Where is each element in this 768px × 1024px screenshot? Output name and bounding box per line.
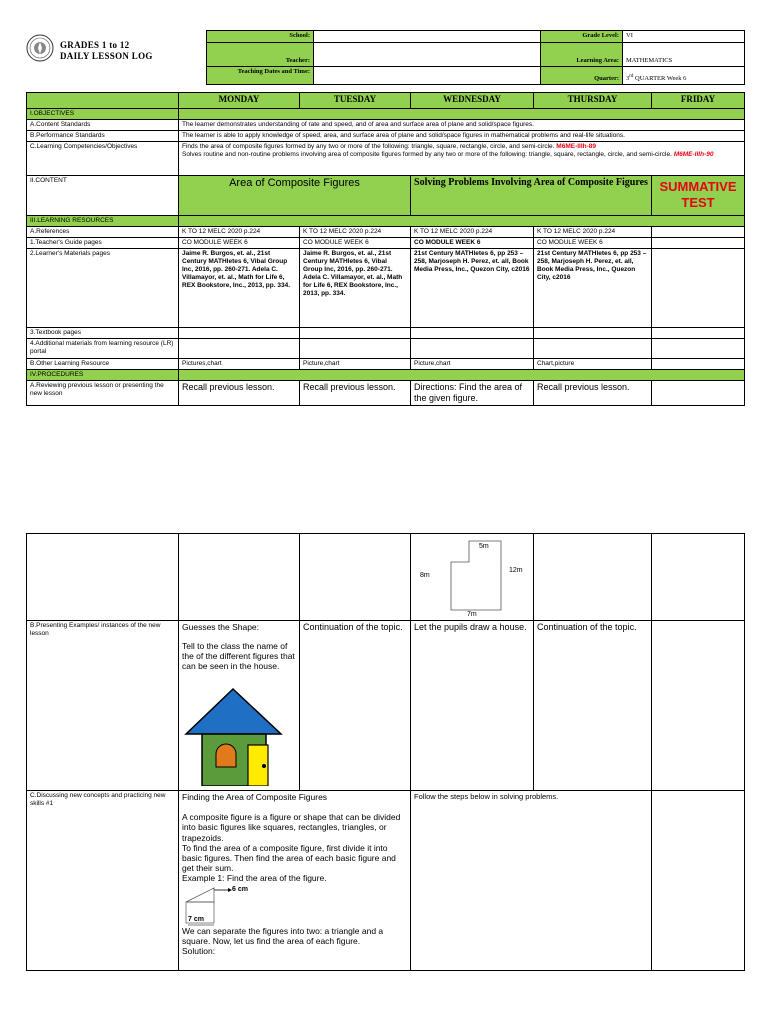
discussing-mon-tue [179,791,411,971]
learning-area-label: Learning Area: [541,43,623,67]
disc-title: Finding the Area of Composite Figures [182,792,328,802]
textbook-label: 3.Textbook pages [27,328,179,339]
references-fri [652,227,745,238]
grade-level-label: Grade Level: [541,31,623,43]
guide-thu: CO MODULE WEEK 6 [534,238,652,249]
review-mon: Recall previous lesson. [179,381,300,406]
content-label: II.CONTENT [27,176,179,216]
other-mon: Pictures,chart [179,359,300,370]
other-tue: Picture,chart [300,359,411,370]
school-label: School: [207,31,314,43]
presenting-tue: Continuation of the topic. [300,621,411,791]
performance-standards-label: B.Performance Standards [27,131,179,142]
guide-tue: CO MODULE WEEK 6 [300,238,411,249]
teaching-dates-field[interactable] [314,67,541,85]
day-tuesday: TUESDAY [300,93,411,109]
review-tue: Recall previous lesson. [300,381,411,406]
log-title-line1: GRADES 1 to 12 [60,40,130,50]
house-picture [184,681,284,786]
teacher-field[interactable] [314,43,541,67]
guide-wed: CO MODULE WEEK 6 [411,238,534,249]
fig-label-12m: 12m [509,567,523,574]
header-info-table [206,30,745,85]
lesson-log-table-page2 [26,533,745,971]
references-label: A.References [27,227,179,238]
guess-shape-text: Tell to the class the name of the of the different figures that can be seen in the house. [182,641,295,671]
quarter-label: Quarter: [541,67,623,85]
content-standards-text: The learner demonstrates understanding of rate and speed, and of area and surface area of plane and solid/space figures. [179,120,745,131]
example-6cm: 6 cm [232,885,248,893]
day-monday: MONDAY [179,93,300,109]
guide-mon: CO MODULE WEEK 6 [179,238,300,249]
quarter-field[interactable]: 3rd QUARTER Week 6 [623,67,745,85]
other-wed: Picture,chart [411,359,534,370]
day-thursday: THURSDAY [534,93,652,109]
disc-steps: To find the area of a composite figure, first divide it into basic figures. Then find the area of each basic figure and get their sum. [182,842,396,874]
composite-figure-cell [411,534,534,621]
lm-mon: Jaime R. Burgos, et. al., 21st Century MATHletes 6, Vibal Group Inc, 2016, pp. 260-271. Adela C. Villamayor, et. al., Math for Life 6, REX Bookstore, Inc., 2013, pp. 334. [179,249,300,328]
school-field[interactable] [314,31,541,43]
disc-definition: A composite figure is a figure or shape that can be divided into basic figures like squares, rectangles, triangles, or trapezoids. [182,812,401,843]
learners-materials-label: 2.Learner's Materials pages [27,249,179,328]
disc-example: Example 1: Find the area of the figure. [182,873,327,884]
lesson-log-table [26,92,745,406]
fig-label-7m: 7m [467,611,477,618]
guess-shape-title: Guesses the Shape: [182,622,260,632]
presenting-thu: Continuation of the topic. [534,621,652,791]
content-standards-label: A.Content Standards [27,120,179,131]
presenting-wed: Let the pupils draw a house. [411,621,534,791]
reviewing-label: A.Reviewing previous lesson or presenting the new lesson [27,381,179,406]
references-thu: K TO 12 MELC 2020 p.224 [534,227,652,238]
review-wed: Directions: Find the area of the given figure. [411,381,534,406]
teachers-guide-label: 1.Teacher's Guide pages [27,238,179,249]
teaching-dates-label: Teaching Dates and Time: [207,67,314,85]
performance-standards-text: The learner is able to apply knowledge of speed, area, and surface area of plane and solid/space figures in mathematical problems and real-life situations. [179,131,745,142]
fig-label-8m: 8m [420,572,430,579]
presenting-examples-label: B.Presenting Examples/ instances of the new lesson [27,621,179,791]
content-mon-tue: Area of Composite Figures [179,176,411,216]
references-mon: K TO 12 MELC 2020 p.224 [179,227,300,238]
competencies-label: C.Learning Competencies/Objectives [27,142,179,176]
procedures-heading: IV.PROCEDURES [27,370,179,381]
example-figure [182,884,407,926]
resources-heading: III.LEARNING RESOURCES [27,216,179,227]
day-friday: FRIDAY [652,93,745,109]
other-fri [652,359,745,370]
disc-solution: Solution: [182,946,216,957]
content-friday-summative: SUMMATIVE TEST [652,176,745,216]
presenting-mon [179,621,300,791]
lm-wed: 21st Century MATHletes 6, pp 253 – 258, Marjoseph H. Perez, et. all, Book Media Press, Inc., Quezon City, c2016 [411,249,534,328]
grade-level-field[interactable]: VI [623,31,745,43]
learning-area-field[interactable]: MATHEMATICS [623,43,745,67]
log-title-line2: DAILY LESSON LOG [60,51,153,61]
additional-materials-label: 4.Additional materials from learning resource (LR) portal [27,339,179,359]
other-resource-label: B.Other Learning Resource [27,359,179,370]
day-wednesday: WEDNESDAY [411,93,534,109]
lm-thu: 21st Century MATHletes 6, pp 253 – 258, Marjoseph H. Perez, et. all, Book Media Press, Inc., Quezon City, c2016 [534,249,652,328]
lm-tue: Jaime R. Burgos, et. al., 21st Century MATHletes 6, Vibal Group Inc, 2016, pp. 260-271. Adela C. Villamayor, et. al., Math for Life 6, REX Bookstore, Inc., 2013, pp. 334. [300,249,411,328]
other-thu: Chart,picture [534,359,652,370]
references-wed: K TO 12 MELC 2020 p.224 [411,227,534,238]
competency-code-89: M6ME-IIIh-89 [556,143,597,150]
discussing-wed-thu: Follow the steps below in solving problems. [411,791,652,971]
objectives-heading: I.OBJECTIVES [27,109,179,120]
disc-separate: We can separate the figures into two: a triangle and a square. Now, let us find the area of each figure. [182,925,384,946]
competency-code-90: M6ME-IIIh-90 [673,151,714,158]
guide-fri [652,238,745,249]
content-wed-thu: Solving Problems Involving Area of Composite Figures [411,176,652,216]
references-tue: K TO 12 MELC 2020 p.224 [300,227,411,238]
example-7cm: 7 cm [188,915,204,923]
competencies-text: Finds the area of composite figures formed by any two or more of the following: triangle, square, rectangle, circle, and semi-circle. M6ME-IIIh-89 Solves routine and non-routine problems involving area of composite figures formed by any two or more of the following: triangle, square, rectangle, circle, and semi-circle. M6ME-IIIh-90 [179,142,745,176]
teacher-label: Teacher: [207,43,314,67]
deped-seal [26,34,54,62]
review-thu: Recall previous lesson. [534,381,652,406]
fig-label-5m: 5m [479,543,489,550]
discussing-concepts-label: C.Discussing new concepts and practicing new skills #1 [27,791,179,971]
